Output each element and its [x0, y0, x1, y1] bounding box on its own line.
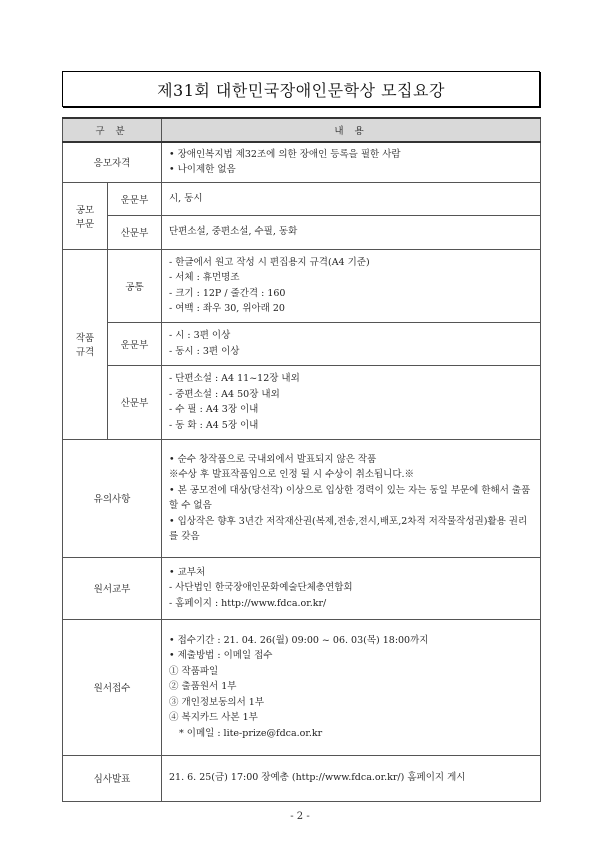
- submission-email: * 이메일 : lite-prize@fdca.or.kr: [179, 727, 323, 739]
- table-row-spec-verse: [63, 322, 541, 365]
- label-spec: [63, 249, 108, 439]
- table-row-category-verse: [63, 182, 541, 215]
- spec-verse-content: [162, 322, 541, 365]
- spec-common-line-4: - 여백 : 좌우 30, 위아래 20: [169, 303, 285, 314]
- label-eligibility: 응모자격: [63, 142, 162, 182]
- table-row-spec-common: [63, 249, 541, 322]
- table-row-submission: [63, 619, 541, 755]
- eligibility-content: [162, 142, 541, 182]
- label-category-line-2: 부문: [75, 218, 95, 230]
- eligibility-line-1: • 장애인복지법 제32조에 의한 장애인 등록을 필한 사람: [169, 148, 401, 160]
- submission-line-5: ③ 개인정보동의서 1부: [169, 696, 265, 708]
- label-spec-line-1: 작품: [75, 333, 95, 344]
- notes-line-4: • 입상작은 향후 3년간 저작재산권(복제,전송,전시,배포,2차적 저작물작성권)활용 권리를 갖음: [169, 515, 528, 542]
- notes-line-3: • 본 공모전에 대상(당선작) 이상으로 입상한 경력이 있는 자는 동일 부문에 한해서 출품할 수 없음: [169, 484, 531, 511]
- eligibility-line-2: • 나이제한 없음: [169, 164, 236, 176]
- notes-line-1: • 순수 창작품으로 국내외에서 발표되지 않은 작품: [169, 453, 377, 465]
- header-category: 구 분: [63, 118, 162, 142]
- page-number: - 2 -: [290, 811, 310, 822]
- label-spec-line-2: 규격: [75, 347, 95, 358]
- label-category-prose: 산문부: [108, 215, 162, 249]
- notes-content: [162, 439, 541, 557]
- submission-line-3: ① 작품파일: [169, 665, 219, 677]
- title-box: [62, 71, 540, 107]
- spec-common-content: [162, 249, 541, 322]
- spec-verse-line-1: - 시 : 3편 이상: [169, 330, 231, 341]
- category-verse-content: [162, 182, 541, 215]
- spec-prose-line-3: - 수 필 : A4 3장 이내: [169, 404, 259, 415]
- category-verse-value: 시, 동시: [169, 192, 203, 204]
- category-prose-content: [162, 215, 541, 249]
- table-header-row: [63, 118, 541, 142]
- submission-line-6: ④ 복지카드 사본 1부: [169, 712, 258, 724]
- page-title: 제31회 대한민국장애인문학상 모집요강: [157, 80, 445, 100]
- notes-line-2: ※수상 후 발표작품임으로 인정 될 시 수상이 취소됩니다.※: [169, 469, 415, 480]
- label-announcement: 심사발표: [63, 755, 162, 801]
- submission-line-1: • 접수기간 : 21. 04. 26(월) 09:00 ~ 06. 03(목) 18:00까지: [169, 634, 429, 646]
- table-row-spec-prose: [63, 365, 541, 439]
- spec-prose-content: [162, 365, 541, 439]
- table-row-notes: [63, 439, 541, 557]
- form-line-2: - 사단법인 한국장애인문화예술단체총연합회: [169, 582, 353, 594]
- submission-content: [162, 619, 541, 755]
- table-row-form: [63, 557, 541, 619]
- header-content: 내 용: [162, 118, 541, 142]
- announcement-content: [162, 755, 541, 801]
- spec-common-line-1: - 한글에서 원고 작성 시 편집용지 규격(A4 기준): [169, 256, 370, 268]
- label-category-line-1: 공모: [75, 204, 95, 216]
- form-line-3: - 홈페이지 : http://www.fdca.or.kr/: [169, 597, 327, 609]
- label-submission: 원서접수: [63, 619, 162, 755]
- label-category-verse: 운문부: [108, 182, 162, 215]
- table-row-announcement: [63, 755, 541, 801]
- label-spec-prose: 산문부: [108, 365, 162, 439]
- spec-verse-line-2: - 동시 : 3편 이상: [169, 345, 240, 357]
- form-line-1: • 교부처: [169, 566, 206, 578]
- spec-prose-line-4: - 동 화 : A4 5장 이내: [169, 419, 259, 431]
- table-row-category-prose: [63, 215, 541, 249]
- submission-line-2: • 제출방법 : 이메일 접수: [169, 650, 273, 662]
- label-category: [63, 182, 108, 249]
- form-content: [162, 557, 541, 619]
- table-row-eligibility: [63, 142, 541, 182]
- label-spec-common: 공통: [108, 249, 162, 322]
- label-spec-verse: 운문부: [108, 322, 162, 365]
- submission-line-4: ② 출품원서 1부: [169, 681, 237, 693]
- spec-common-line-3: - 크기 : 12P / 줄간격 : 160: [169, 287, 286, 299]
- announcement-value: 21. 6. 25(금) 17:00 장예총 (http://www.fdca.or.kr/) 홈페이지 게시: [169, 772, 466, 784]
- spec-common-line-2: - 서체 : 휴먼명조: [169, 272, 240, 283]
- label-notes: 유의사항: [63, 439, 162, 557]
- label-form: 원서교부: [63, 557, 162, 619]
- spec-prose-line-1: - 단편소설 : A4 11~12장 내외: [169, 373, 300, 384]
- recruitment-table: [62, 117, 541, 802]
- spec-prose-line-2: - 중편소설 : A4 50장 내외: [169, 388, 280, 400]
- category-prose-value: 단편소설, 중편소설, 수필, 동화: [169, 226, 298, 238]
